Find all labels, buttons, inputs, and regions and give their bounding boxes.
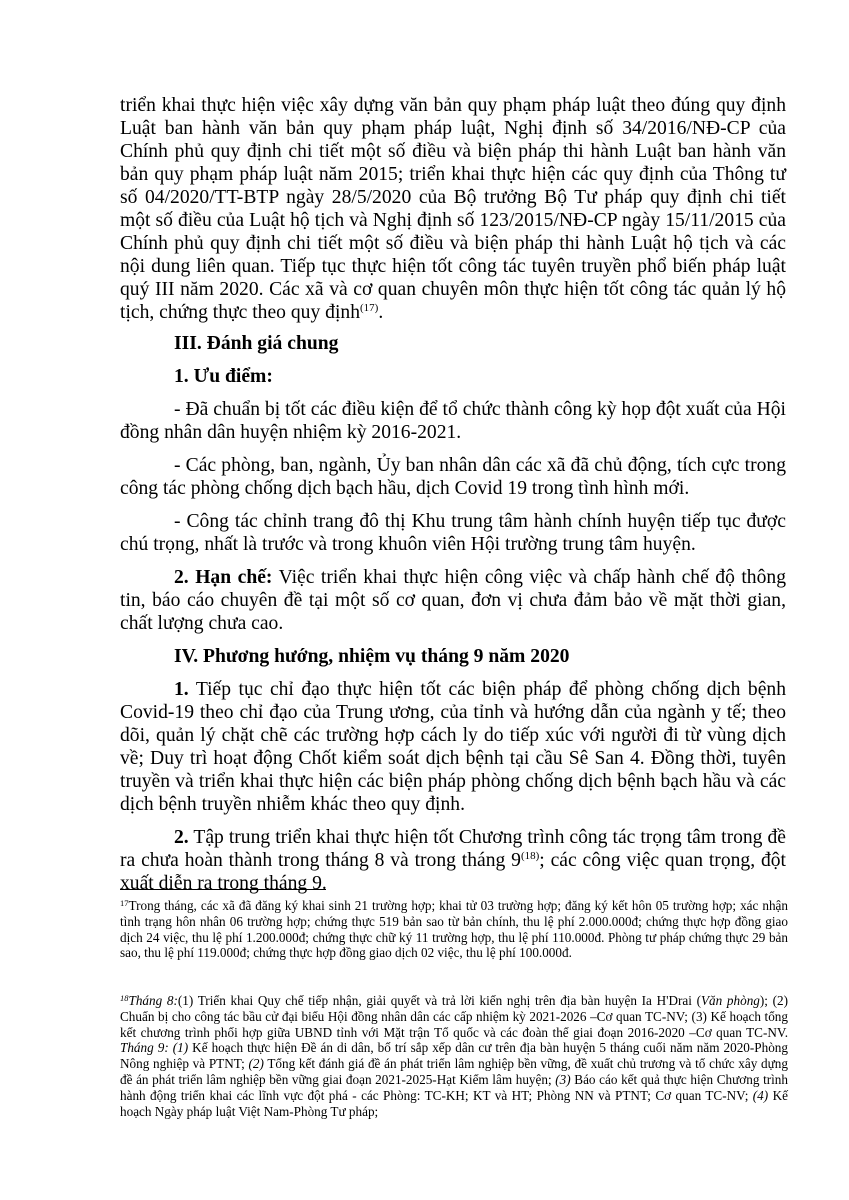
footnote-18-item3: (3) xyxy=(555,1071,571,1087)
task1-number: 1. xyxy=(174,679,189,700)
uu-diem-item-3: - Công tác chỉnh trang đô thị Khu trung tâm hành chính huyện tiếp tục được chú trọng, nhất là trước và trong khuôn viên Hội trường trung tâm huyện. xyxy=(120,511,786,555)
han-che-label: 2. Hạn chế: xyxy=(174,567,273,588)
task1-text: Tiếp tục chỉ đạo thực hiện tốt các biện pháp để phòng chống dịch bệnh Covid-19 theo chỉ đạo của Trung ương, của tỉnh và hướng dẫn của ngành y tế; theo dõi, quản lý chặt chẽ các trường hợp cách ly do tiếp xúc với người đi từ vùng dịch về; Duy trì hoạt động Chốt kiểm soát dịch bệnh tại cầu Sê San 4. Đồng thời, tuyên truyền và triển khai thực hiện các biện pháp phòng chống dịch bệnh bạch hầu và các dịch bệnh truyền nhiễm khác theo quy định. xyxy=(120,679,786,815)
section4-heading: IV. Phương hướng, nhiệm vụ tháng 9 năm 2020 xyxy=(174,646,570,667)
footnote-18-thang9: Tháng 9: (1) xyxy=(120,1040,189,1056)
footnote-18-thang8: Tháng 8: xyxy=(128,993,178,1008)
footnote-17 xyxy=(120,898,788,961)
han-che-text: Việc triển khai thực hiện công việc và chấp hành chế độ thông tin, báo cáo chuyên đề tại một số cơ quan, đơn vị chưa đảm bảo về mặt thời gian, chất lượng chưa cao. xyxy=(120,567,786,634)
footnote-18-part-b: ); (2) Chuẩn bị cho công tác bầu cử đại biểu Hội đồng nhân dân các cấp nhiệm kỳ 2021-2026 –Cơ quan TC-NV; (3) Kế hoạch tổng kết chương trình phối hợp giữa UBND tỉnh với Mặt trận Tổ quốc và các đoàn thể giai đoạn 2016-2020 –Cơ quan TC-NV. xyxy=(120,993,789,1040)
footnote-18-part-a: (1) Triển khai Quy chế tiếp nhận, giải quyết và trả lời kiến nghị trên địa bàn huyện Ia H'Drai ( xyxy=(177,993,701,1008)
footnote-separator xyxy=(120,889,326,890)
footnote-18-item2: (2) xyxy=(248,1056,264,1072)
task2-text-b: ; các công việc quan trọng, đột xuất diễn ra trong tháng 9. xyxy=(120,850,786,894)
uu-diem-item-2: - Các phòng, ban, ngành, Ủy ban nhân dân các xã đã chủ động, tích cực trong công tác phòng chống dịch bạch hầu, dịch Covid 19 trong tình hình mới. xyxy=(120,455,786,499)
uu-diem-heading: 1. Ưu điểm: xyxy=(174,366,273,387)
task2-text-a: Tập trung triển khai thực hiện tốt Chương trình công tác trọng tâm trong đề ra chưa hoàn thành trong tháng 8 và trong tháng 9 xyxy=(120,827,786,871)
footnote-18 xyxy=(120,993,788,1119)
footnote-ref-17[interactable]: (17) xyxy=(360,302,379,314)
footnote-ref-18[interactable]: (18) xyxy=(520,850,540,862)
footnote-18-vanphong: Văn phòng xyxy=(700,993,760,1008)
footnote-18-item4: (4) xyxy=(752,1087,769,1103)
intro-paragraph xyxy=(120,94,786,324)
footnote-18-part-c: Kế hoạch thực hiện Đề án di dân, bố trí sắp xếp dân cư trên địa bàn huyện 5 tháng cuối năm năm 2020-Phòng Nông nghiệp và PTNT; xyxy=(120,1040,788,1072)
section3-heading: III. Đánh giá chung xyxy=(174,333,339,354)
footnote-17-text: Trong tháng, các xã đã đăng ký khai sinh 21 trường hợp; khai tử 03 trường hợp; đăng ký kết hôn 05 trường hợp; xác nhận tình trạng hôn nhân 06 trường hợp; chứng thực 519 bản sao từ bản chính, thu lệ phí 2.000.000đ; chứng thực hợp đồng giao dịch 24 việc, thu lệ phí 1.200.000đ; chứng thực chữ ký 11 trường hợp, thu lệ phí 110.000đ. Phòng tư pháp chứng thực 29 bản sao, thu lệ phí 119.000đ; chứng thực hợp đồng giao dịch 02 việc, thu lệ phí 100.000đ. xyxy=(120,898,788,961)
task2-paragraph xyxy=(120,826,786,895)
intro-text: triển khai thực hiện việc xây dựng văn bản quy phạm pháp luật theo đúng quy định Luật ban hành văn bản quy phạm pháp luật, Nghị định số 34/2016/NĐ-CP của Chính phủ quy định chi tiết một số điều và biện pháp thi hành Luật ban hành văn bản quy phạm pháp luật năm 2015; triển khai thực hiện các quy định của Thông tư số 04/2020/TT-BTP ngày 28/5/2020 của Bộ trưởng Bộ Tư pháp quy định chi tiết một số điều của Luật hộ tịch và Nghị định số 123/2015/NĐ-CP ngày 15/11/2015 của Chính phủ quy định chi tiết một số điều và biện pháp thi hành Luật hộ tịch và các nội dung liên quan. Tiếp tục thực hiện tốt công tác tuyên truyền phổ biến pháp luật quý III năm 2020. Các xã và cơ quan chuyên môn thực hiện tốt công tác quản lý hộ tịch, chứng thực theo quy định xyxy=(120,95,786,323)
footnote-18-part-d: Tổng kết đánh giá đề án phát triển lâm nghiệp bền vững, đề xuất chủ trương và tổ chức xây dựng đề án phát triển lâm nghiệp bền vững giai đoạn 2021-2025-Hạt Kiểm lâm huyện; xyxy=(120,1056,788,1087)
main-content xyxy=(120,94,786,895)
footnote-17-number: 17 xyxy=(120,898,129,908)
footnote-18-part-f: Kế hoạch Ngày pháp luật Việt Nam-Phòng Tư pháp; xyxy=(120,1087,788,1119)
task1-paragraph xyxy=(120,678,786,816)
intro-end: . xyxy=(378,302,384,323)
han-che-paragraph xyxy=(120,566,786,635)
uu-diem-item-1: - Đã chuẩn bị tốt các điều kiện để tổ chức thành công kỳ họp đột xuất của Hội đồng nhân dân huyện nhiệm kỳ 2016-2021. xyxy=(120,399,786,443)
task2-number: 2. xyxy=(174,827,189,848)
footnote-18-part-e: Báo cáo kết quả thực hiện Chương trình hành động triển khai các lĩnh vực đột phá - các Phòng: TC-KH; KT và HT; Phòng NN và PTNT; Cơ quan TC-NV; xyxy=(120,1071,788,1103)
footnote-18-number: 18 xyxy=(120,993,129,1003)
